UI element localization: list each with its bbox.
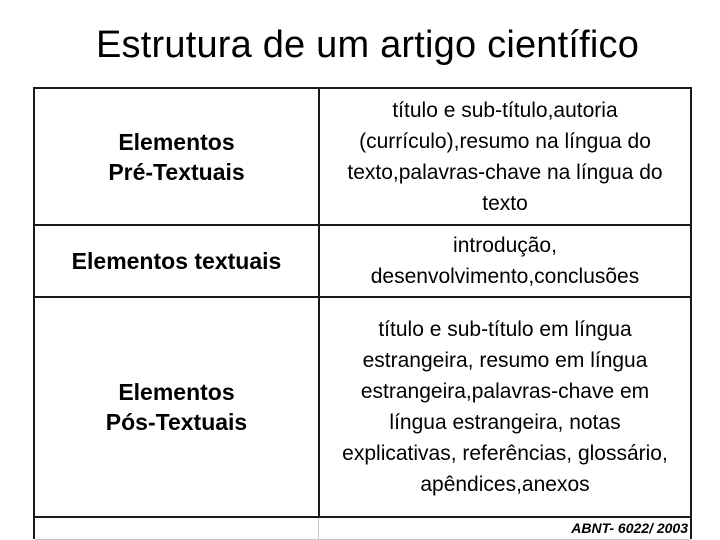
row-label-textual	[35, 226, 318, 296]
content-line: apêndices,anexos	[420, 473, 590, 496]
content-line: língua estrangeira, notas	[389, 411, 621, 434]
label-line: Pós-Textuais	[105, 409, 248, 435]
source-note: ABNT- 6022/ 2003	[571, 520, 688, 536]
page-title: Estrutura de um artigo científico	[96, 24, 640, 66]
content-line: título e sub-título em língua	[378, 318, 632, 341]
footer-divider	[318, 518, 319, 540]
label-line: Pré-Textuais	[108, 158, 245, 185]
table-row-textual	[35, 226, 690, 298]
content-line: estrangeira, resumo em língua	[362, 349, 648, 372]
label-line: Elementos	[118, 128, 235, 155]
row-label-pre-textual	[35, 89, 318, 224]
table-row-pre-textual	[35, 89, 690, 226]
label-line: Elementos	[118, 379, 235, 405]
content-line: introdução,	[453, 234, 557, 257]
content-line: (currículo),resumo na língua do	[359, 129, 651, 153]
content-line: explicativas, referências, glossário,	[342, 442, 668, 465]
row-content-post-textual	[318, 298, 690, 516]
row-content-textual	[318, 226, 690, 296]
table-row-post-textual	[35, 298, 690, 518]
content-line: texto,palavras-chave na língua do	[347, 160, 663, 184]
content-line: desenvolvimento,conclusões	[370, 265, 640, 288]
row-label-post-textual	[35, 298, 318, 516]
content-line: estrangeira,palavras-chave em	[360, 380, 650, 403]
row-content-pre-textual	[318, 89, 690, 224]
table-footer-row	[35, 518, 690, 540]
content-line: título e sub-título,autoria	[392, 98, 618, 122]
content-line: texto	[482, 191, 528, 215]
structure-table	[33, 87, 692, 539]
label-line: Elementos textuais	[71, 248, 282, 274]
